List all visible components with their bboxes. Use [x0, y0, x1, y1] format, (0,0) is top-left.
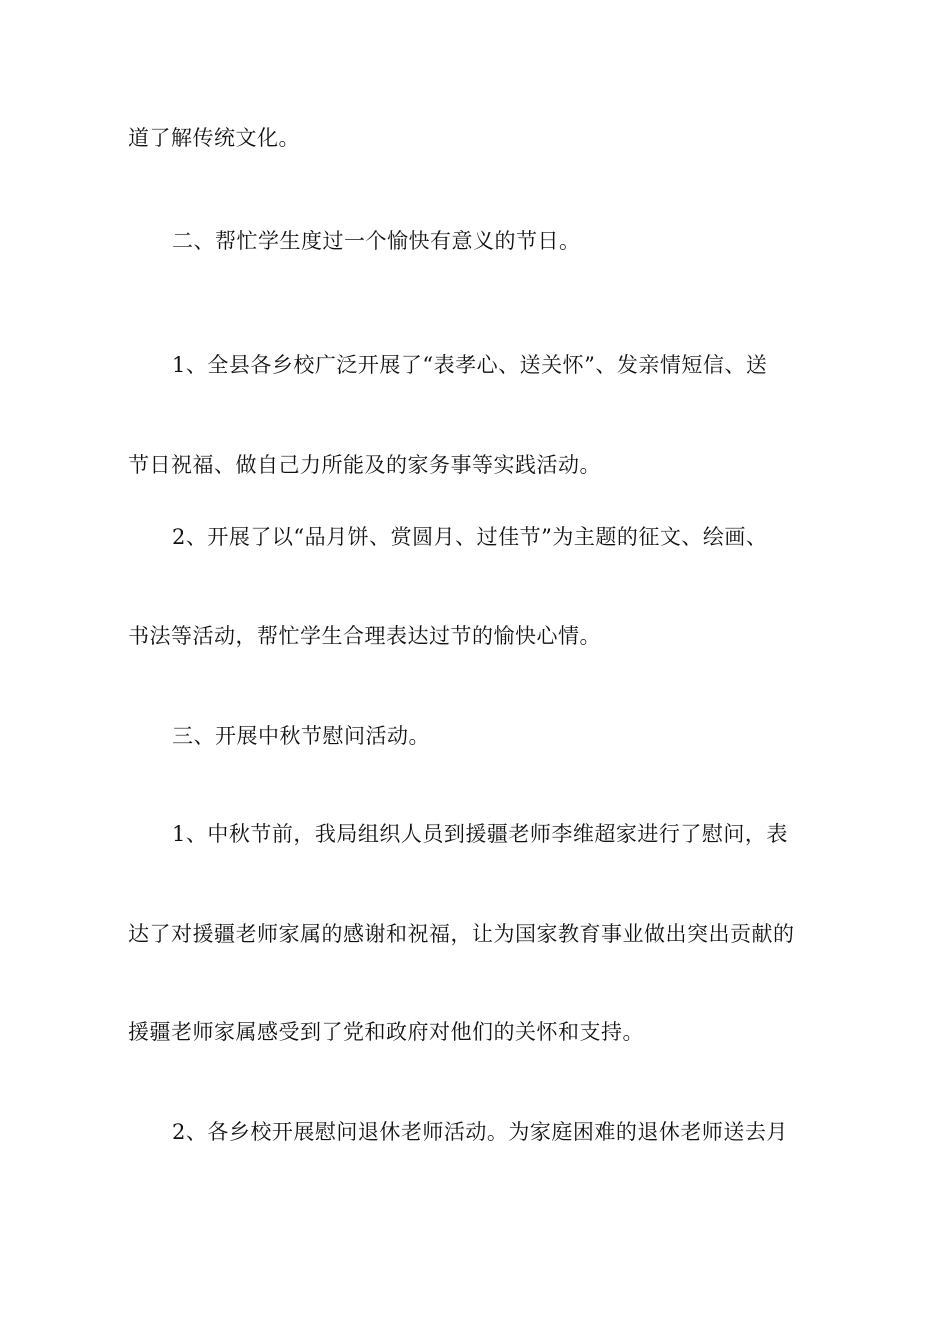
- paragraph-line-9: 达了对援疆老师家属的感谢和祝福，让为国家教育事业做出突出贡献的: [128, 922, 795, 946]
- paragraph-line-4: 节日祝福、做自己力所能及的家务事等实践活动。: [128, 453, 601, 477]
- paragraph-line-1: 道了解传统文化。: [128, 126, 300, 150]
- paragraph-line-10: 援疆老师家属感受到了党和政府对他们的关怀和支持。: [128, 1020, 644, 1044]
- paragraph-line-3: 1、全县各乡校广泛开展了“表孝心、送关怀”、发亲情短信、送: [172, 353, 768, 377]
- section-heading-2: 二、帮忙学生度过一个愉快有意义的节日。: [172, 229, 581, 253]
- paragraph-line-5: 2、开展了以“品月饼、赏圆月、过佳节”为主题的征文、绘画、: [172, 525, 768, 549]
- paragraph-line-6: 书法等活动，帮忙学生合理表达过节的愉快心情。: [128, 624, 601, 648]
- paragraph-line-11: 2、各乡校开展慰问退休老师活动。为家庭困难的退休老师送去月: [172, 1120, 788, 1144]
- section-heading-3: 三、开展中秋节慰问活动。: [172, 724, 430, 748]
- paragraph-line-8: 1、中秋节前，我局组织人员到援疆老师李维超家进行了慰问，表: [172, 822, 788, 846]
